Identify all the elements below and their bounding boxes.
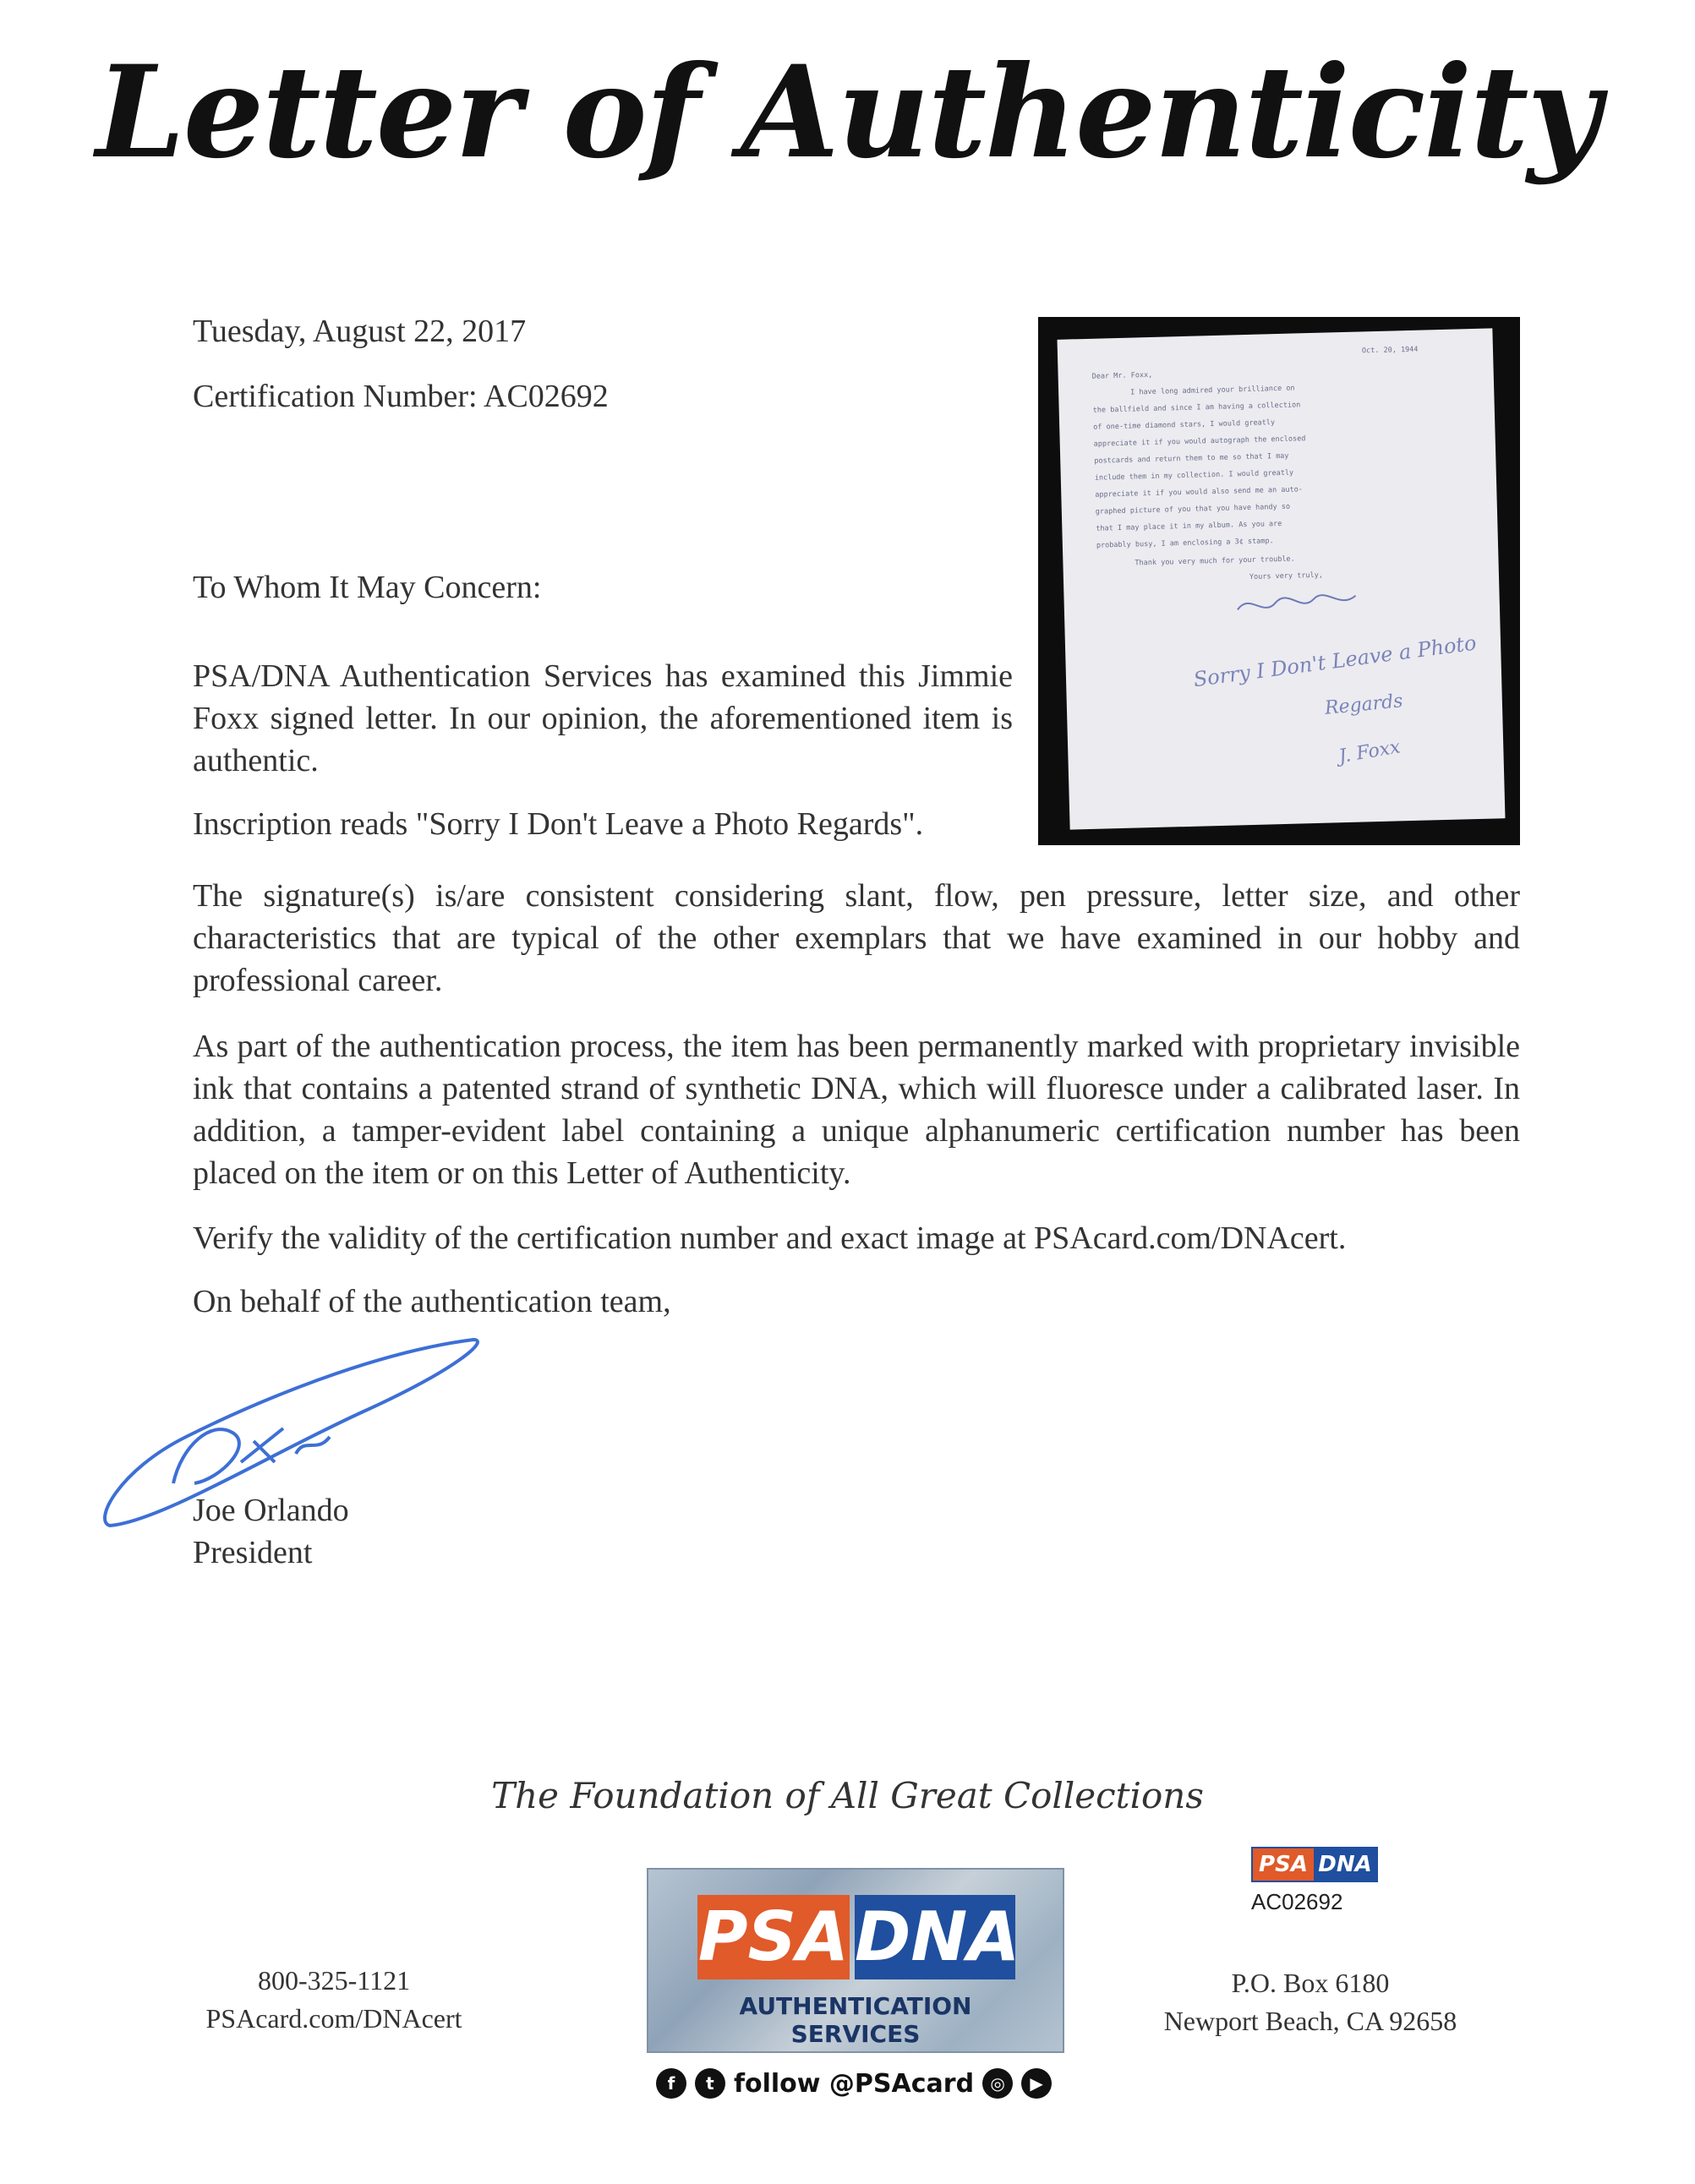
seal-services-label: AUTHENTICATION SERVICES: [739, 1992, 972, 2048]
sender-signature-image: [1233, 586, 1360, 623]
paragraph-examined: PSA/DNA Authentication Services has examined this Jimmie Foxx signed letter. In our opinion, the aforementioned item is authentic.: [193, 658, 1013, 778]
footer-city: Newport Beach, CA 92658: [1163, 2006, 1457, 2036]
label-cert-number: AC02692: [1251, 1889, 1343, 1914]
follow-handle[interactable]: follow @PSAcard: [733, 2068, 975, 2099]
letter-title: Letter of Authenticity: [96, 38, 1599, 187]
psa-dna-label-logo: PSA DNA: [1251, 1847, 1378, 1882]
paragraph-verify: Verify the validity of the certification number and exact image at PSAcard.com/DNAcert.: [193, 1220, 1347, 1256]
signer-name: Joe Orlando: [193, 1493, 349, 1528]
signed-letter-image: Oct. 20, 1944 Dear Mr. Foxx, I have long admired your brilliance on the ballfield and since I am having a collection of one-time diamond stars, I would greatly appreciate it if you would autograph the enclosed postcards and return them to me so that I may include them in my collection. I would greatly appreciate it if you would also send me an auto- graphed picture of you that you have handy so that I may place it in my album. As you are probably busy, I am enclosing a 3¢ stamp. Thank you very much for your trouble. Yours very truly, Sorry I Don't Leave a Photo Regards J. Foxx: [1057, 328, 1505, 829]
footer-po-box: P.O. Box 6180: [1231, 1968, 1390, 1998]
instagram-icon[interactable]: ◎: [982, 2068, 1013, 2099]
letter-date: Tuesday, August 22, 2017: [193, 314, 527, 349]
item-photo: [1038, 317, 1520, 845]
paragraph-dna-process: As part of the authentication process, the item has been permanently marked with proprietary invisible ink that contains a patented strand of synthetic DNA, which will fluoresce under a calibrated laser. In addition, a tamper-evident label containing a unique alphanumeric certification number has been placed on the item or on this Letter of Authenticity.: [193, 1029, 1520, 1191]
footer-phone: 800-325-1121: [257, 1965, 411, 1996]
signer-title: President: [193, 1535, 313, 1570]
footer-tagline: The Foundation of All Great Collections: [491, 1775, 1204, 1816]
footer-website[interactable]: PSAcard.com/DNAcert: [205, 2003, 462, 2034]
psa-dna-seal: [647, 1868, 1064, 2053]
paragraph-closing: On behalf of the authentication team,: [193, 1284, 671, 1319]
social-follow-bar: [642, 2062, 1065, 2105]
inscription-regards: Regards: [1323, 691, 1404, 719]
certification-number: Certification Number: AC02692: [193, 379, 609, 414]
youtube-icon[interactable]: ▶: [1021, 2068, 1052, 2099]
seal-dna: DNA: [855, 1895, 1015, 1979]
facebook-icon[interactable]: f: [656, 2068, 686, 2099]
twitter-icon[interactable]: t: [695, 2068, 725, 2099]
paragraph-signature-analysis: The signature(s) is/are consistent considering slant, flow, pen pressure, letter size, and other characteristics that are typical of the other exemplars that we have examined in our hobby and professional career.: [193, 878, 1520, 998]
salutation: To Whom It May Concern:: [193, 570, 542, 605]
foxx-signature: J. Foxx: [1337, 736, 1402, 768]
seal-psa: PSA: [697, 1895, 850, 1979]
inscription-text: Sorry I Don't Leave a Photo: [1192, 631, 1478, 692]
paragraph-inscription: Inscription reads "Sorry I Don't Leave a Photo Regards".: [193, 806, 924, 842]
